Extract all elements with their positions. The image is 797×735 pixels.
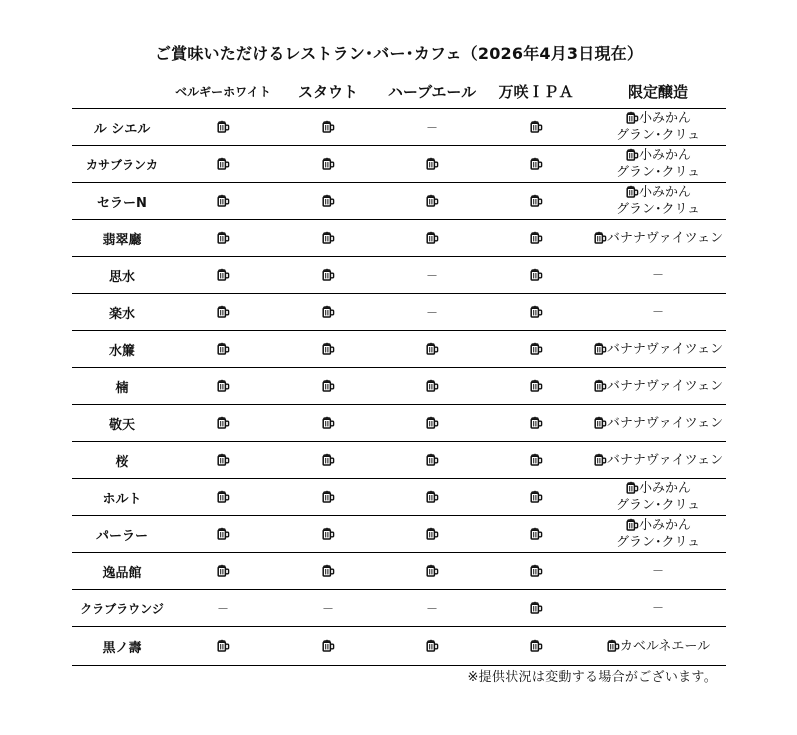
availability-cell bbox=[172, 479, 274, 516]
table-row bbox=[72, 553, 726, 590]
availability-cell bbox=[482, 442, 590, 479]
table-row bbox=[72, 294, 726, 331]
page-title: ご賞味いただけるレストラン･バー･カフェ（2026年4月3日現在） bbox=[154, 44, 644, 63]
availability-cell bbox=[482, 479, 590, 516]
availability-cell bbox=[172, 516, 274, 553]
header-blank bbox=[72, 74, 172, 109]
not-available-dash: － bbox=[425, 268, 438, 283]
beer-mug-icon bbox=[529, 490, 543, 503]
availability-cell bbox=[274, 109, 382, 146]
limited-brew-line bbox=[590, 480, 726, 497]
availability-cell bbox=[482, 516, 590, 553]
table-row bbox=[72, 516, 726, 553]
beer-mug-icon bbox=[216, 194, 230, 207]
beer-mug-icon bbox=[529, 564, 543, 577]
limited-brew-cell bbox=[590, 442, 726, 479]
beer-mug-icon bbox=[593, 453, 607, 466]
availability-cell bbox=[382, 442, 482, 479]
beer-mug-icon bbox=[216, 639, 230, 652]
limited-brew-line bbox=[590, 497, 726, 514]
beer-mug-icon bbox=[216, 453, 230, 466]
availability-cell bbox=[274, 479, 382, 516]
availability-cell bbox=[382, 183, 482, 220]
table-body bbox=[72, 109, 726, 666]
availability-cell bbox=[482, 627, 590, 666]
beer-mug-icon bbox=[606, 639, 620, 652]
venue-name: 楠 bbox=[72, 368, 172, 405]
limited-brew-cell bbox=[590, 516, 726, 553]
availability-cell bbox=[482, 257, 590, 294]
availability-cell bbox=[274, 442, 382, 479]
limited-brew-label: 小みかん bbox=[638, 518, 691, 533]
availability-cell bbox=[172, 590, 274, 627]
limited-brew-cell bbox=[590, 590, 726, 627]
limited-brew-line bbox=[590, 184, 726, 201]
limited-brew-line bbox=[590, 452, 726, 469]
availability-cell bbox=[382, 331, 482, 368]
beer-mug-icon bbox=[625, 518, 639, 531]
availability-cell bbox=[274, 590, 382, 627]
beer-mug-icon bbox=[625, 148, 639, 161]
beer-mug-icon bbox=[321, 564, 335, 577]
beer-mug-icon bbox=[216, 379, 230, 392]
limited-brew-cell bbox=[590, 183, 726, 220]
availability-cell bbox=[382, 553, 482, 590]
beer-mug-icon bbox=[529, 305, 543, 318]
beer-mug-icon bbox=[593, 416, 607, 429]
venue-name: 水簾 bbox=[72, 331, 172, 368]
beer-mug-icon bbox=[216, 342, 230, 355]
beer-mug-icon bbox=[529, 231, 543, 244]
limited-brew-label: グラン･クリュ bbox=[615, 165, 701, 180]
availability-cell bbox=[482, 183, 590, 220]
availability-cell bbox=[274, 146, 382, 183]
beer-mug-icon bbox=[529, 120, 543, 133]
availability-cell bbox=[172, 405, 274, 442]
venue-name: 逸品館 bbox=[72, 553, 172, 590]
not-available-dash: － bbox=[321, 601, 334, 616]
availability-cell bbox=[482, 220, 590, 257]
limited-brew-label: 小みかん bbox=[638, 148, 691, 163]
beer-mug-icon bbox=[425, 157, 439, 170]
beer-mug-icon bbox=[593, 342, 607, 355]
availability-cell bbox=[172, 109, 274, 146]
limited-brew-cell bbox=[590, 479, 726, 516]
not-available-dash: － bbox=[425, 120, 438, 135]
availability-cell bbox=[172, 220, 274, 257]
table-row bbox=[72, 146, 726, 183]
beer-mug-icon bbox=[321, 268, 335, 281]
beer-mug-icon bbox=[216, 416, 230, 429]
table-row bbox=[72, 627, 726, 666]
limited-brew-label: バナナヴァイツェン bbox=[606, 341, 724, 357]
table-row bbox=[72, 368, 726, 405]
table-header-row bbox=[72, 74, 726, 109]
limited-brew-cell bbox=[590, 220, 726, 257]
venue-name: ル シエル bbox=[72, 109, 172, 146]
venue-name: 桜 bbox=[72, 442, 172, 479]
limited-brew-cell bbox=[590, 294, 726, 331]
limited-brew-label: 小みかん bbox=[638, 481, 691, 496]
availability-cell bbox=[382, 257, 482, 294]
limited-brew-label: バナナヴァイツェン bbox=[606, 452, 724, 468]
venue-name: クラブラウンジ bbox=[72, 590, 172, 627]
beer-mug-icon bbox=[425, 564, 439, 577]
not-available-dash: － bbox=[216, 601, 229, 616]
limited-brew-label: 小みかん bbox=[638, 111, 691, 126]
venue-name: 敬天 bbox=[72, 405, 172, 442]
beer-mug-icon bbox=[321, 639, 335, 652]
beer-mug-icon bbox=[216, 490, 230, 503]
availability-cell bbox=[274, 516, 382, 553]
beer-mug-icon bbox=[321, 379, 335, 392]
venue-name: セラーN bbox=[72, 183, 172, 220]
table-row bbox=[72, 405, 726, 442]
beer-mug-icon bbox=[593, 231, 607, 244]
column-header: ベルギーホワイト bbox=[172, 74, 274, 109]
availability-table bbox=[72, 74, 726, 666]
beer-mug-icon bbox=[321, 416, 335, 429]
limited-brew-cell bbox=[590, 146, 726, 183]
venue-name: 黒ノ壽 bbox=[72, 627, 172, 666]
availability-cell bbox=[274, 405, 382, 442]
limited-brew-line bbox=[590, 638, 726, 655]
availability-cell bbox=[382, 146, 482, 183]
beer-mug-icon bbox=[593, 379, 607, 392]
beer-mug-icon bbox=[425, 527, 439, 540]
availability-cell bbox=[274, 257, 382, 294]
availability-cell bbox=[382, 294, 482, 331]
beer-mug-icon bbox=[216, 305, 230, 318]
beer-mug-icon bbox=[425, 639, 439, 652]
beer-mug-icon bbox=[321, 157, 335, 170]
limited-brew-label: グラン･クリュ bbox=[615, 202, 701, 217]
beer-mug-icon bbox=[425, 416, 439, 429]
limited-brew-cell bbox=[590, 553, 726, 590]
not-available-dash: － bbox=[425, 601, 438, 616]
availability-cell bbox=[172, 183, 274, 220]
column-header: ハーブエール bbox=[382, 74, 482, 109]
limited-brew-line bbox=[590, 110, 726, 127]
limited-brew-line bbox=[590, 201, 726, 218]
availability-cell bbox=[274, 220, 382, 257]
table-row bbox=[72, 109, 726, 146]
limited-brew-cell bbox=[590, 257, 726, 294]
table-row bbox=[72, 479, 726, 516]
footnote: ※提供状況は変動する場合がございます。 bbox=[467, 670, 717, 685]
availability-cell bbox=[274, 331, 382, 368]
venue-name: 楽水 bbox=[72, 294, 172, 331]
table-row bbox=[72, 590, 726, 627]
limited-brew-label: グラン･クリュ bbox=[615, 128, 701, 143]
limited-brew-line bbox=[590, 378, 726, 395]
column-header: 万咲ＩＰＡ bbox=[482, 74, 590, 109]
beer-mug-icon bbox=[529, 601, 543, 614]
availability-cell bbox=[482, 146, 590, 183]
beer-mug-icon bbox=[425, 194, 439, 207]
limited-brew-cell bbox=[590, 331, 726, 368]
venue-name: 思水 bbox=[72, 257, 172, 294]
not-available-dash: － bbox=[651, 563, 664, 578]
availability-cell bbox=[172, 257, 274, 294]
availability-cell bbox=[274, 183, 382, 220]
table-row bbox=[72, 257, 726, 294]
beer-mug-icon bbox=[425, 231, 439, 244]
availability-cell bbox=[172, 553, 274, 590]
limited-brew-label: バナナヴァイツェン bbox=[606, 378, 724, 394]
beer-mug-icon bbox=[321, 527, 335, 540]
limited-brew-label: グラン･クリュ bbox=[615, 498, 701, 513]
not-available-dash: － bbox=[651, 304, 664, 319]
venue-name: 翡翠廳 bbox=[72, 220, 172, 257]
availability-cell bbox=[274, 294, 382, 331]
beer-mug-icon bbox=[529, 268, 543, 281]
availability-cell bbox=[382, 368, 482, 405]
availability-cell bbox=[172, 331, 274, 368]
beer-mug-icon bbox=[529, 416, 543, 429]
availability-cell bbox=[382, 479, 482, 516]
beer-mug-icon bbox=[529, 527, 543, 540]
availability-cell bbox=[274, 553, 382, 590]
venue-name: ホルト bbox=[72, 479, 172, 516]
availability-cell bbox=[482, 109, 590, 146]
venue-name: パーラー bbox=[72, 516, 172, 553]
availability-cell bbox=[382, 590, 482, 627]
limited-brew-line bbox=[590, 415, 726, 432]
beer-mug-icon bbox=[321, 342, 335, 355]
limited-brew-line bbox=[590, 341, 726, 358]
beer-mug-icon bbox=[321, 490, 335, 503]
beer-mug-icon bbox=[216, 268, 230, 281]
availability-cell bbox=[382, 405, 482, 442]
limited-brew-label: バナナヴァイツェン bbox=[606, 415, 724, 431]
availability-cell bbox=[274, 627, 382, 666]
beer-mug-icon bbox=[529, 157, 543, 170]
table-row bbox=[72, 183, 726, 220]
availability-cell bbox=[274, 368, 382, 405]
availability-cell bbox=[172, 146, 274, 183]
beer-mug-icon bbox=[216, 120, 230, 133]
limited-brew-cell bbox=[590, 109, 726, 146]
limited-brew-label: カベルネエール bbox=[619, 638, 711, 654]
limited-brew-line bbox=[590, 230, 726, 247]
beer-mug-icon bbox=[321, 194, 335, 207]
availability-cell bbox=[172, 368, 274, 405]
beer-mug-icon bbox=[625, 481, 639, 494]
availability-cell bbox=[482, 368, 590, 405]
column-header: スタウト bbox=[274, 74, 382, 109]
beer-mug-icon bbox=[529, 342, 543, 355]
beer-mug-icon bbox=[321, 120, 335, 133]
beer-mug-icon bbox=[625, 185, 639, 198]
availability-cell bbox=[482, 590, 590, 627]
availability-cell bbox=[482, 553, 590, 590]
availability-cell bbox=[382, 627, 482, 666]
beer-mug-icon bbox=[529, 194, 543, 207]
availability-cell bbox=[172, 294, 274, 331]
limited-brew-cell bbox=[590, 368, 726, 405]
limited-brew-line bbox=[590, 147, 726, 164]
availability-cell bbox=[382, 516, 482, 553]
availability-cell bbox=[482, 294, 590, 331]
limited-brew-line bbox=[590, 534, 726, 551]
limited-brew-cell bbox=[590, 405, 726, 442]
availability-cell bbox=[482, 331, 590, 368]
beer-mug-icon bbox=[216, 231, 230, 244]
limited-brew-label: 小みかん bbox=[638, 185, 691, 200]
beer-mug-icon bbox=[216, 157, 230, 170]
not-available-dash: － bbox=[425, 305, 438, 320]
limited-brew-label: バナナヴァイツェン bbox=[606, 230, 724, 246]
limited-brew-line bbox=[590, 164, 726, 181]
table-row bbox=[72, 442, 726, 479]
availability-cell bbox=[382, 109, 482, 146]
beer-mug-icon bbox=[425, 453, 439, 466]
not-available-dash: － bbox=[651, 600, 664, 615]
availability-cell bbox=[172, 442, 274, 479]
beer-mug-icon bbox=[529, 379, 543, 392]
beer-mug-icon bbox=[216, 527, 230, 540]
beer-mug-icon bbox=[321, 231, 335, 244]
limited-brew-label: グラン･クリュ bbox=[615, 535, 701, 550]
beer-mug-icon bbox=[529, 639, 543, 652]
limited-brew-line bbox=[590, 517, 726, 534]
not-available-dash: － bbox=[651, 267, 664, 282]
limited-brew-cell bbox=[590, 627, 726, 666]
beer-mug-icon bbox=[321, 305, 335, 318]
beer-mug-icon bbox=[425, 490, 439, 503]
beer-mug-icon bbox=[216, 564, 230, 577]
table-row bbox=[72, 220, 726, 257]
beer-mug-icon bbox=[425, 379, 439, 392]
beer-mug-icon bbox=[425, 342, 439, 355]
availability-cell bbox=[172, 627, 274, 666]
table-row bbox=[72, 331, 726, 368]
beer-mug-icon bbox=[321, 453, 335, 466]
beer-mug-icon bbox=[625, 111, 639, 124]
limited-brew-line bbox=[590, 127, 726, 144]
availability-cell bbox=[382, 220, 482, 257]
availability-cell bbox=[482, 405, 590, 442]
column-header: 限定醸造 bbox=[590, 74, 726, 109]
venue-name: カサブランカ bbox=[72, 146, 172, 183]
beer-mug-icon bbox=[529, 453, 543, 466]
